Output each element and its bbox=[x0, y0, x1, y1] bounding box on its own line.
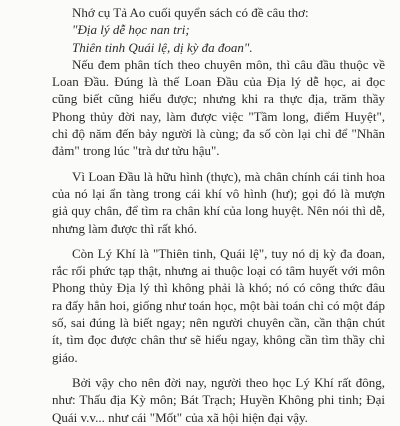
paragraph-huu-hinh: Vì Loan Đầu là hữu hình (thực), mà chân chính cái tinh hoa của nó lại ẩn tàng trong cái khí vô hình (hư); gọi đó là mượn giả quy chân, để tìm ra chân khí của long huyệt. Nên nói thì dễ, nhưng làm được thì rất khó. bbox=[52, 168, 385, 236]
paragraph-gap bbox=[52, 237, 385, 245]
paragraph-gap bbox=[52, 160, 385, 168]
poem-line-1: "Địa lý dễ học nan tri; bbox=[72, 22, 190, 38]
intro-line: Nhớ cụ Tả Ao cuối quyển sách có đề câu thơ: bbox=[72, 5, 309, 20]
paragraph-loan-dau: Nếu đem phân tích theo chuyên môn, thì câu đầu thuộc về Loan Đầu. Đúng là thế Loan Đầu của Địa lý dễ học, ai đọc cũng biết cũng hiểu được; nhưng khi ra thực địa, trăm thầy Phong thủy đời nay, làm được việc "Tầm long, điểm Huyệt", chỉ độ năm đến bảy người là cùng; đa số còn lại chỉ để "Nhãn đảm" trong lúc "trà dư tửu hậu". bbox=[52, 56, 385, 159]
paragraph-doi-nay: Bởi vậy cho nên đời nay, người theo học Lý Khí rất đông, như: Thấu địa Kỳ môn; Bát Trạch; Huyền Không phi tinh; Đại Quái v.v... như cái "Mốt" của xã hội hiện đại vậy. bbox=[52, 374, 385, 425]
paragraph-gap bbox=[52, 366, 385, 374]
paragraph-ly-khi: Còn Lý Khí là "Thiên tinh, Quái lệ", tuy nó dị kỳ đa đoan, rắc rối phức tạp thật, nhưng ai thuộc loại có tâm huyết với môn Phong thủy Địa lý thì không phải là khó; nó có công thức đâu ra đấy hẳn hoi, giống như toán học, một bài toán chỉ có một đáp số, sai đúng là biết ngay; nên người chuyên cần, cần thận chút ít, tìm đọc được chân thư sẽ hiểu ngay, không cần tìm thầy chỉ giáo. bbox=[52, 245, 385, 365]
poem-line-2: Thiên tinh Quái lệ, dị kỳ đa đoan". bbox=[72, 39, 253, 55]
